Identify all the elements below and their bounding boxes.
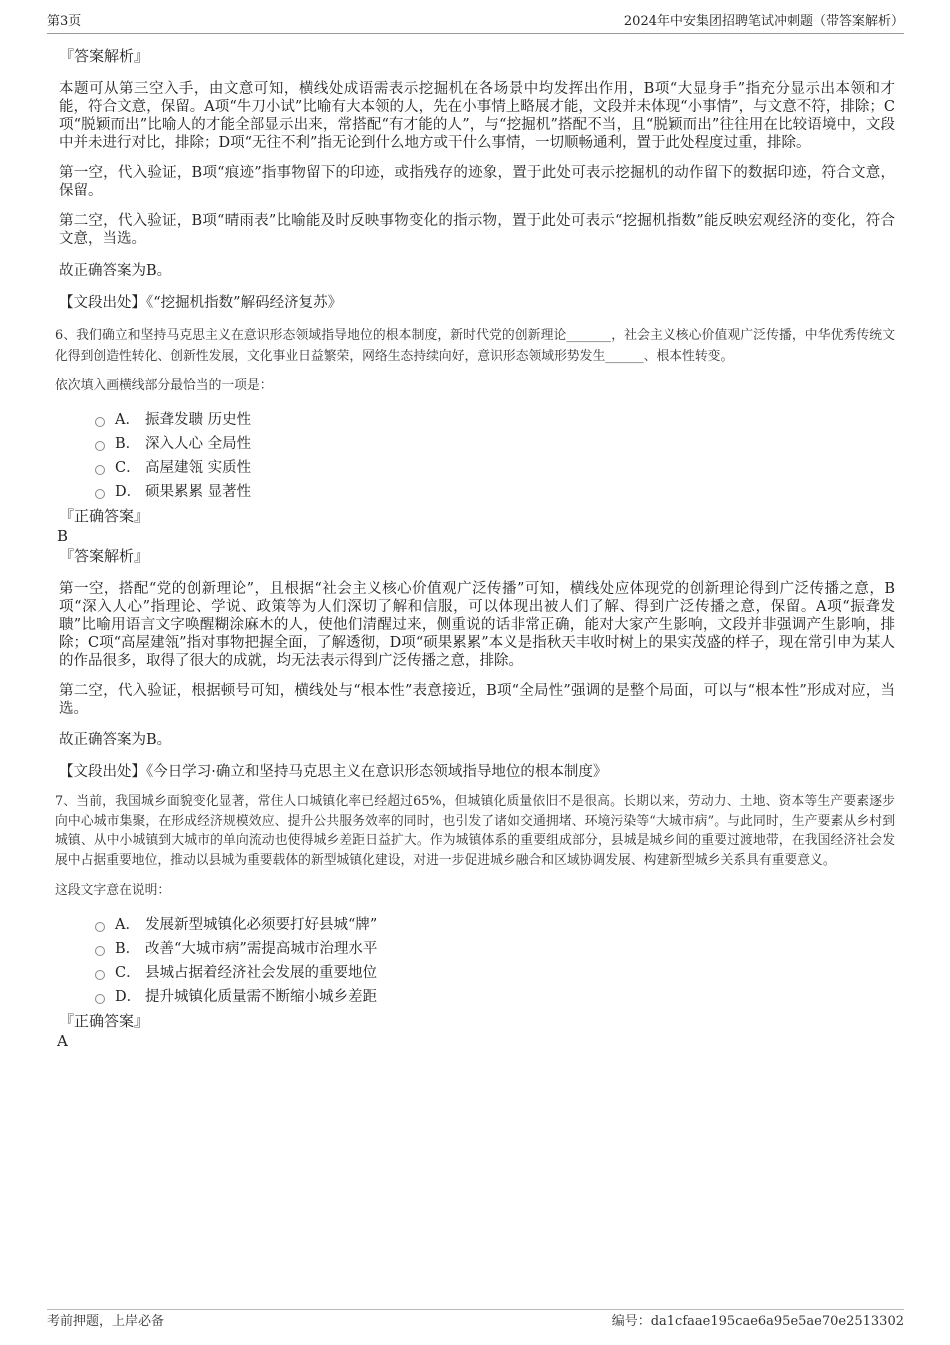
option-d[interactable]: D． 提升城镇化质量需不断缩小城乡差距: [95, 985, 895, 1009]
analysis-label: 『答案解析』: [59, 47, 150, 65]
analysis-paragraph: 第一空，代入验证，B项“痕迹”指事物留下的印迹，或指残存的迹象，置于此处可表示挖掘机的动作留下的数据印迹，符合文意，保留。: [59, 165, 895, 199]
page-content: [55, 46, 895, 1051]
document-title: 2024年中安集团招聘笔试冲刺题（带答案解析）: [623, 14, 904, 29]
question-7-options: [95, 913, 895, 1009]
correct-answer-label: 『正确答案』: [59, 1012, 150, 1030]
radio-button[interactable]: [95, 465, 105, 475]
analysis-paragraph: 第一空，搭配“党的创新理论”，且根据“社会主义核心价值观广泛传播”可知，横线处应体现党的创新理论得到广泛传播之意，B项“深入人心”指理论、学说、政策等为人们深切了解和信服，可以体现出被人们了解、得到广泛传播之意，保留。A项“振聋发聩”比喻用语言文字唤醒糊涂麻木的人，使他们清醒过来，侧重说的话非常正确，能对大家产生影响，文段并非强调产生影响，排除；C项“高屋建瓴”指对事物把握全面，了解透彻，D项“硕果累累”本义是指秋天丰收时树上的果实茂盛的样子，现在常引申为某人的作品很多，取得了很大的成就，均无法表示得到广泛传播之意，排除。: [59, 581, 895, 669]
analysis-conclusion: 故正确答案为B。: [59, 732, 172, 748]
analysis-conclusion: 故正确答案为B。: [59, 263, 172, 279]
page-footer: [47, 1309, 904, 1334]
correct-answer-label: 『正确答案』: [59, 507, 150, 525]
radio-button[interactable]: [95, 417, 105, 427]
question-7-prompt: 这段文字意在说明：: [55, 883, 171, 898]
radio-button[interactable]: [95, 970, 105, 980]
question-6-stem: 6、我们确立和坚持马克思主义在意识形态领域指导地位的根本制度，新时代党的创新理论_______，社会主义核心价值观广泛传播，中华优秀传统文化得到创造性转化、创新性发展，文化事业日益繁荣，网络生态持续向好，意识形态领域形势发生______、根本性转变。: [55, 328, 895, 364]
document-id: 编号：da1cfaae195cae6a95e5ae70e2513302: [611, 1314, 904, 1329]
radio-button[interactable]: [95, 441, 105, 451]
analysis-paragraph: 第二空，代入验证，根据顿号可知，横线处与“根本性”表意接近，B项“全局性”强调的是整个局面，可以与“根本性”形成对应，当选。: [59, 683, 895, 717]
question-6-options: [95, 408, 895, 504]
option-a[interactable]: A． 发展新型城镇化必须要打好县城“牌”: [95, 913, 895, 937]
analysis-label: 『答案解析』: [59, 547, 150, 565]
correct-answer-value: B: [57, 527, 69, 545]
option-b[interactable]: B． 深入人心 全局性: [95, 432, 895, 456]
option-b[interactable]: B． 改善“大城市病”需提高城市治理水平: [95, 937, 895, 961]
analysis-paragraph: 第二空，代入验证，B项“晴雨表”比喻能及时反映事物变化的指示物，置于此处可表示“挖掘机指数”能反映宏观经济的变化，符合文意，当选。: [59, 213, 895, 247]
question-7-stem: 7、当前，我国城乡面貌变化显著，常住人口城镇化率已经超过65%，但城镇化质量依旧不是很高。长期以来，劳动力、土地、资本等生产要素逐步向中心城市集聚，在形成经济规模效应、提升公共服务效率的同时，也引发了诸如交通拥堵、环境污染等“大城市病”。与此同时，生产要素从乡村到城镇、从中小城镇到大城市的单向流动也使得城乡差距日益扩大。作为城镇体系的重要组成部分，县城是城乡间的重要过渡地带，在我国经济社会发展中占据重要地位，推动以县城为重要载体的新型城镇化建设，对进一步促进城乡融合和区域协调发展、构建新型城乡关系具有重要意义。: [55, 794, 895, 868]
radio-button[interactable]: [95, 922, 105, 932]
option-c[interactable]: C． 高屋建瓴 实质性: [95, 456, 895, 480]
option-d[interactable]: D． 硕果累累 显著性: [95, 480, 895, 504]
analysis-paragraph: 本题可从第三空入手，由文意可知，横线处成语需表示挖掘机在各场景中均发挥出作用，B项“大显身手”指充分显示出本领和才能，符合文意，保留。A项“牛刀小试”比喻有大本领的人，先在小事情上略展才能，文段并未体现“小事情”，与文意不符，排除；C项“脱颖而出”比喻人的才能全部显示出来，常搭配“有才能的人”，与“挖掘机”搭配不当，且“脱颖而出”往往用在比较语境中，文段中并未进行对比，排除；D项“无往不利”指无论到什么地方或干什么事情，一切顺畅通利，置于此处程度过重，排除。: [59, 81, 895, 151]
page-header: [47, 10, 904, 34]
source-citation: 【文段出处】《“挖掘机指数”解码经济复苏》: [59, 295, 343, 311]
source-citation: 【文段出处】《今日学习·确立和坚持马克思主义在意识形态领域指导地位的根本制度》: [59, 764, 608, 780]
question-6-prompt: 依次填入画横线部分最恰当的一项是：: [55, 378, 273, 393]
correct-answer-value: A: [57, 1032, 68, 1050]
option-a[interactable]: A． 振聋发聩 历史性: [95, 408, 895, 432]
option-c[interactable]: C． 县城占据着经济社会发展的重要地位: [95, 961, 895, 985]
radio-button[interactable]: [95, 489, 105, 499]
radio-button[interactable]: [95, 946, 105, 956]
page-number: 第3页: [47, 14, 82, 29]
radio-button[interactable]: [95, 994, 105, 1004]
footer-slogan: 考前押题，上岸必备: [47, 1314, 165, 1329]
